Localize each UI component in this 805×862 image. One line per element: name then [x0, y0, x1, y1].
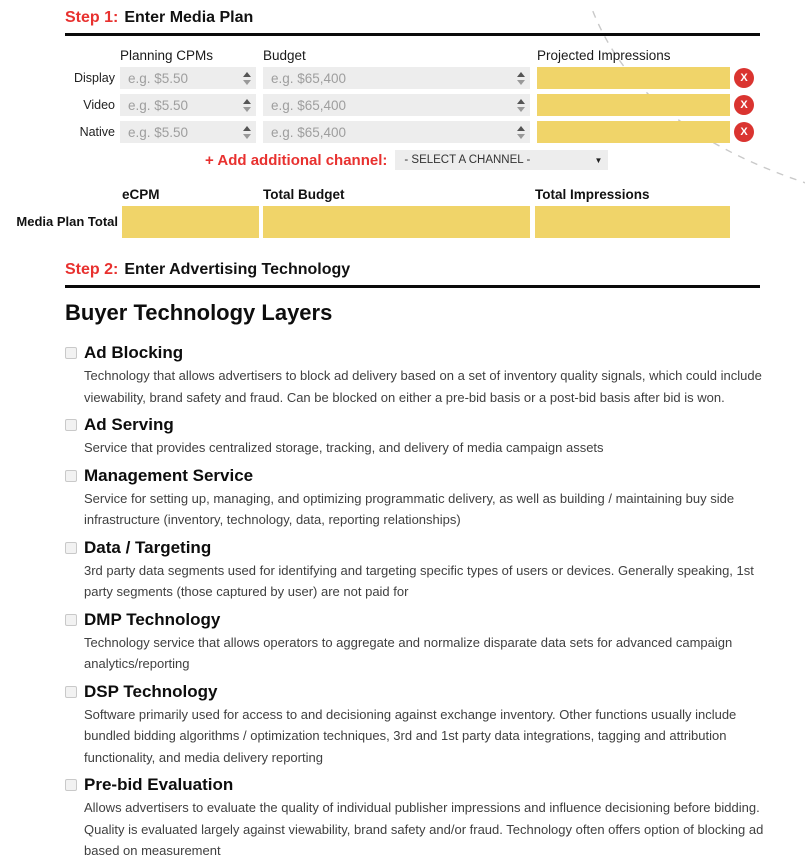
add-channel-row [205, 150, 805, 170]
totals-column-headers [0, 187, 805, 202]
remove-row-button[interactable]: X [734, 122, 754, 142]
plan-column-headers [0, 48, 805, 63]
media-plan-row-native [0, 121, 805, 143]
cpm-input[interactable] [120, 121, 256, 143]
media-plan-total-row [0, 206, 805, 238]
tech-item-description: Service that provides centralized storage, tracking, and delivery of media campaign assets [84, 440, 604, 455]
data-targeting-checkbox[interactable] [65, 542, 77, 554]
step1-heading [65, 8, 760, 36]
budget-input[interactable] [263, 94, 530, 116]
tech-item-description: Allows advertisers to evaluate the quality of individual publisher impressions and influence decisioning before bidding. Quality is evaluated largely against viewability, brand safety and/or fraud. Technology often offers option of blocking ad based on measurement [84, 800, 764, 858]
tech-item-description: Technology that allows advertisers to block ad delivery based on a set of inventory quality signals, which could include viewability, brand safety and fraud. Can be blocked on either a pre-bid basis or a post-bid basis after bid is won. [84, 368, 762, 405]
tech-item-description: Service for setting up, managing, and optimizing programmatic delivery, as well as building / maintaining buy side infrastructure (inventory, technology, data, reporting relationships) [84, 490, 735, 527]
tech-item-title: Pre-bid Evaluation [84, 775, 234, 794]
tech-item-dmp-technology [65, 609, 805, 675]
cpm-field [120, 94, 256, 116]
channel-label: Video [83, 98, 115, 112]
dmp-technology-checkbox[interactable] [65, 614, 77, 626]
step1-section [0, 8, 805, 238]
header-total-impressions: Total Impressions [535, 187, 650, 202]
stepper-arrows-icon[interactable] [517, 121, 525, 143]
media-plan-total-label: Media Plan Total [16, 214, 118, 229]
pre-bid-evaluation-checkbox[interactable] [65, 779, 77, 791]
tech-item-management-service [65, 465, 805, 531]
budget-field [263, 121, 530, 143]
tech-item-title: Ad Serving [84, 415, 174, 434]
tech-item-data-targeting [65, 537, 805, 603]
cpm-field [120, 67, 256, 89]
buyer-technology-layers-heading: Buyer Technology Layers [65, 300, 333, 325]
technology-list [65, 342, 805, 862]
header-budget: Budget [263, 48, 306, 63]
ad-blocking-checkbox[interactable] [65, 347, 77, 359]
cpm-input[interactable] [120, 94, 256, 116]
header-total-budget: Total Budget [263, 187, 345, 202]
projected-impressions-output [537, 67, 730, 89]
step2-heading [65, 260, 760, 288]
header-projected-impressions: Projected Impressions [537, 48, 671, 63]
dsp-technology-checkbox[interactable] [65, 686, 77, 698]
tech-item-pre-bid-evaluation [65, 774, 805, 862]
add-channel-label: + Add additional channel: [205, 151, 388, 169]
tech-item-ad-blocking [65, 342, 805, 408]
projected-impressions-output [537, 94, 730, 116]
tech-item-title: Data / Targeting [84, 537, 212, 557]
cpm-field [120, 121, 256, 143]
ecpm-total-output [122, 206, 259, 238]
tech-item-title: Ad Blocking [84, 343, 184, 362]
projected-impressions-output [537, 121, 730, 143]
tech-item-description: Technology service that allows operators to aggregate and normalize disparate data sets for advanced campaign analytics/reporting [84, 634, 733, 671]
header-ecpm: eCPM [122, 187, 160, 202]
channel-label: Native [79, 125, 115, 139]
total-budget-output [263, 206, 530, 238]
chevron-down-icon: ▼ [594, 155, 603, 165]
header-planning-cpms: Planning CPMs [120, 48, 214, 63]
stepper-arrows-icon[interactable] [243, 67, 251, 89]
channel-select[interactable] [395, 150, 608, 170]
channel-label: Display [74, 71, 115, 85]
tech-item-title: Management Service [84, 465, 254, 485]
budget-input[interactable] [263, 67, 530, 89]
tech-item-dsp-technology [65, 681, 805, 769]
media-plan-row-video [0, 94, 805, 116]
budget-field [263, 94, 530, 116]
cpm-input[interactable] [120, 67, 256, 89]
tech-item-title: DMP Technology [84, 609, 221, 629]
step1-label: Step 1: [65, 9, 119, 26]
stepper-arrows-icon[interactable] [517, 94, 525, 116]
channel-select-value: - SELECT A CHANNEL - [404, 154, 531, 166]
stepper-arrows-icon[interactable] [243, 94, 251, 116]
tech-item-description: 3rd party data segments used for identifying and targeting specific types of users or devices. Generally speaking, 1st party segments (those captured by user) are not paid for [84, 562, 754, 599]
step2-section [0, 260, 805, 862]
budget-input[interactable] [263, 121, 530, 143]
total-impressions-output [535, 206, 730, 238]
stepper-arrows-icon[interactable] [517, 67, 525, 89]
tech-item-ad-serving [65, 414, 805, 459]
management-service-checkbox[interactable] [65, 470, 77, 482]
remove-row-button[interactable]: X [734, 68, 754, 88]
ad-serving-checkbox[interactable] [65, 419, 77, 431]
remove-row-button[interactable]: X [734, 95, 754, 115]
stepper-arrows-icon[interactable] [243, 121, 251, 143]
step1-title: Enter Media Plan [124, 9, 254, 26]
media-plan-row-display [0, 67, 805, 89]
step2-title: Enter Advertising Technology [124, 261, 351, 278]
budget-field [263, 67, 530, 89]
tech-item-title: DSP Technology [84, 681, 218, 701]
step2-label: Step 2: [65, 261, 119, 278]
tech-item-description: Software primarily used for access to and decisioning against exchange inventory. Other functions usually include bundled bidding algorithms / optimization techniques, 3rd and 1st party data integrations, tagging and attribution functionality, and media delivery reporting [84, 706, 737, 765]
